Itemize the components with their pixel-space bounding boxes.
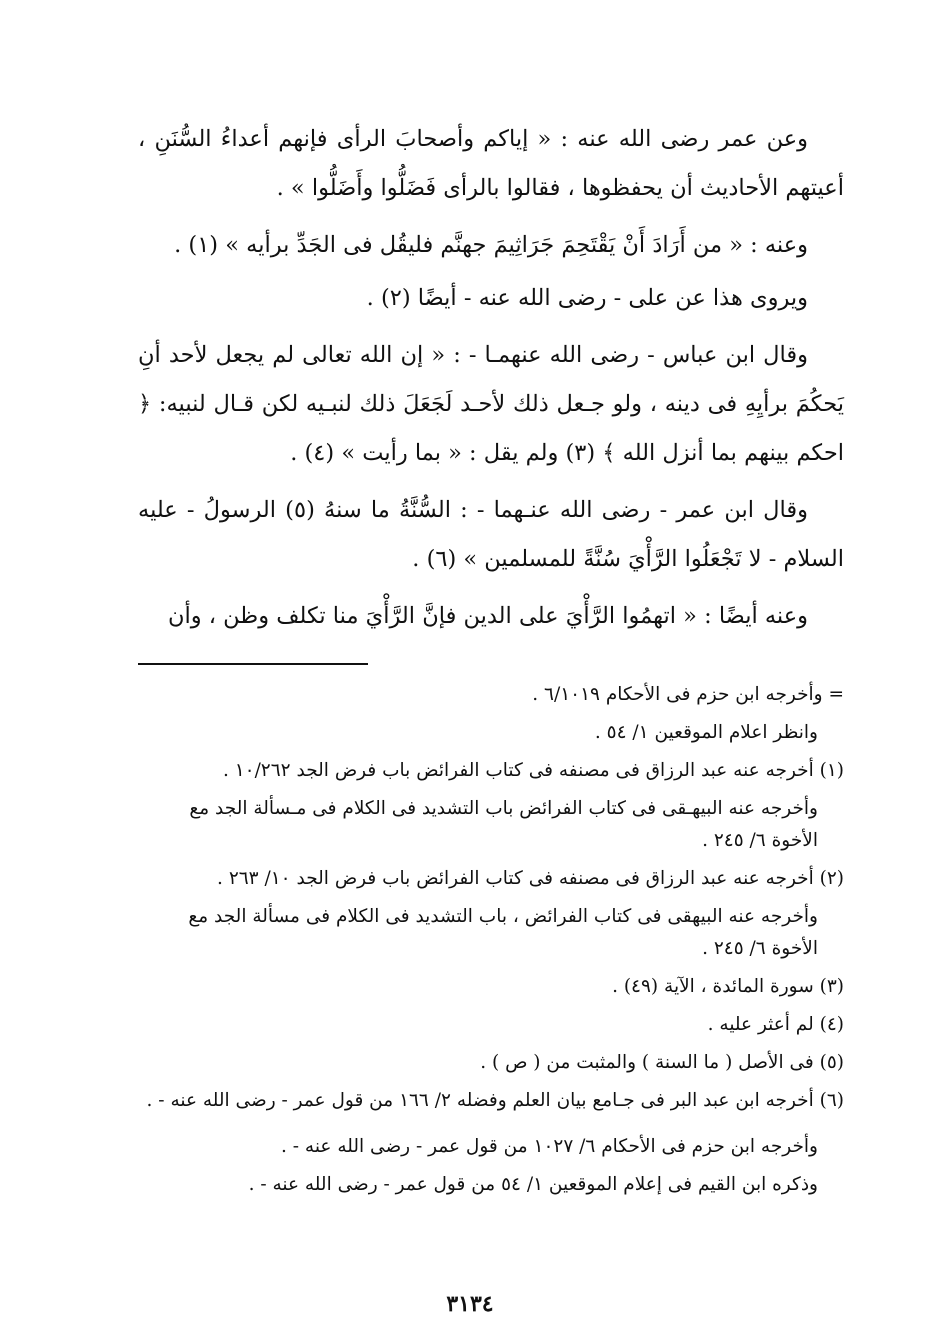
paragraph-ibn-omar-quote: وقال ابن عمر - رضى الله عنـهما - : السُّنَّةُ ما سنهُ (٥) الرسولُ - عليه السلام - لا تَجْعَلُوا الرَّأْيَ سُنَّةً للمسلمين » (٦) . <box>138 497 844 572</box>
footnote-4: (٤) لم أعثر عليه . <box>707 1014 844 1035</box>
page-number: ٣١٣٤ <box>446 1291 494 1317</box>
footnote-1: (١) أخرجه عنه عبد الرزاق فى مصنفه فى كتاب الفرائض باب فرض الجد ١٠/٢٦٢ . <box>222 760 844 781</box>
paragraph-ibn-abbas-quote: وقال ابن عباس - رضى الله عنهمـا - : « إن الله تعالى لم يجعل لأحد أنِ يَحكُمَ برأيِهِ فى دينه ، ولو جـعل ذلك لأحـد لَجَعَلَ ذلك لنبـيه لكن قـال لنبيه: ﴿ احكم بينهم بما أنزل الله ﴾ (٣) ولم يقل : « بما رأيت » (٤) . <box>138 342 844 466</box>
footnote-2: (٢) أخرجه عنه عبد الرزاق فى مصنفه فى كتاب الفرائض باب فرض الجد ١٠/ ٢٦٣ . <box>217 868 844 889</box>
footnote-continuation-line: = وأخرجه ابن حزم فى الأحكام ٦/١٠١٩ . <box>532 684 844 705</box>
footnote-1-continued: وأخرجه عنه البيهـقى فى كتاب الفرائض باب التشديد فى الكلام فى مـسألة الجد مع الأخوة ٦/ ٢٤٥ . <box>189 798 818 851</box>
paragraph-omar-second-quote: وعنه : « من أَرَادَ أَنْ يَقْتَحِمَ جَرَاثِيمَ جهنَّم فليقُل فى الجَدِّ برأيه » (١) . <box>174 232 808 258</box>
footnote-5: (٥) فى الأصل ( ما السنة ) والمثبت من ( ص ) . <box>480 1052 844 1073</box>
footnote-2-continued: وأخرجه عنه البيهقى فى كتاب الفرائض ، باب التشديد فى الكلام فى مسألة الجد مع الأخوة ٦/ ٢٤٥ . <box>188 906 818 959</box>
footnote-separator <box>138 663 368 665</box>
footnote-6-continued: وذكره ابن القيم فى إعلام الموقعين ١/ ٥٤ من قول عمر - رضى الله عنه - . <box>248 1174 818 1195</box>
paragraph-omar-quote: وعن عمر رضى الله عنه : « إياكم وأصحابَ الرأى فإنهم أعداءُ السُّنَنِ ، أعيتهم الأحاديث أن يحفظوها ، فقالوا بالرأى فَضَلُّوا وأَضَلُّوا » . <box>138 126 844 201</box>
paragraph-ibn-omar-second-quote: وعنه أيضًا : « اتهمُوا الرَّأْيَ على الدين فإنَّ الرَّأْيَ منا تكلف وظن ، وأن <box>167 603 808 629</box>
footnote-6-continued: وأخرجه ابن حزم فى الأحكام ٦/ ١٠٢٧ من قول عمر - رضى الله عنه - . <box>281 1136 818 1157</box>
footnote-3: (٣) سورة المائدة ، الآية (٤٩) . <box>612 976 844 997</box>
footnotes <box>138 679 844 1201</box>
main-text <box>138 115 844 641</box>
footnote-6: (٦) أخرجه ابن عبد البر فى جـامع بيان العلم وفضله ٢/ ١٦٦ من قول عمر - رضى الله عنه - . <box>146 1090 844 1111</box>
paragraph-ali-narration: ويروى هذا عن على - رضى الله عنه - أيضًا (٢) . <box>366 285 808 311</box>
footnote-continuation-line: وانظر اعلام الموقعين ١/ ٥٤ . <box>594 722 818 743</box>
